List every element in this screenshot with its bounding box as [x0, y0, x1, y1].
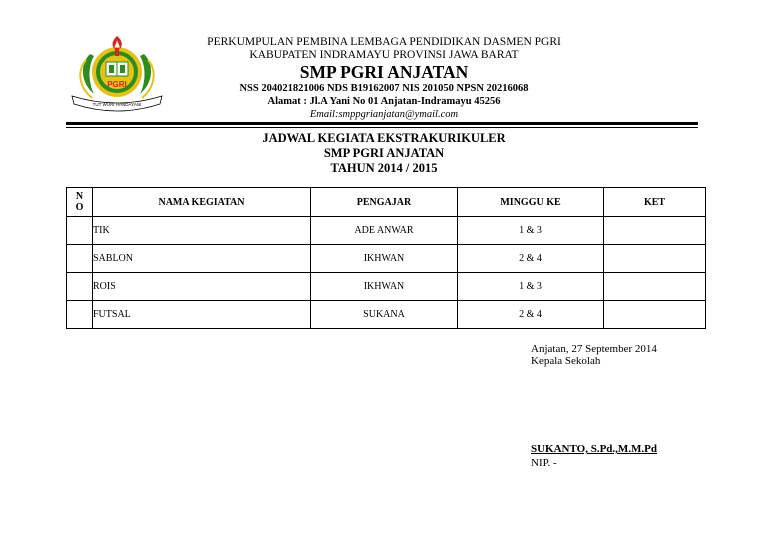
cell-pengajar: IKHWAN [311, 273, 458, 301]
cell-no [67, 217, 93, 245]
cell-ket [604, 273, 706, 301]
school-name: SMP PGRI ANJATAN [299, 62, 469, 82]
title-line-1: JADWAL KEGIATA EKSTRAKURIKULER [262, 131, 506, 145]
table-header-row [67, 188, 706, 217]
region-name: KABUPATEN INDRAMAYU PROVINSI JAWA BARAT [249, 49, 519, 61]
logo-text: PGRI [107, 80, 127, 89]
cell-no [67, 273, 93, 301]
signature-place-date: Anjatan, 27 September 2014 [531, 343, 657, 355]
header-no [67, 188, 93, 217]
header-no-top: N [75, 191, 84, 202]
school-ids: NSS 204021821006 NDS B19162007 NIS 201050 NPSN 20216068 [239, 83, 529, 94]
header-ket: KET [604, 188, 706, 217]
schedule-table [66, 187, 706, 329]
cell-minggu: 1 & 3 [458, 217, 604, 245]
table-row [67, 245, 706, 273]
letterhead [200, 36, 568, 121]
signature-block [531, 343, 657, 367]
cell-ket [604, 217, 706, 245]
header-minggu-ke: MINGGU KE [458, 188, 604, 217]
cell-ket [604, 301, 706, 329]
cell-no [67, 301, 93, 329]
school-address: Alamat : Jl.A Yani No 01 Anjatan-Indramayu 45256 [267, 96, 501, 107]
header-divider-thick [66, 122, 698, 125]
title-line-2: SMP PGRI ANJATAN [323, 146, 445, 160]
header-no-bottom: O [75, 202, 84, 213]
signatory-name: SUKANTO, S.Pd.,M.M.Pd [531, 443, 658, 455]
cell-ket [604, 245, 706, 273]
table-row [67, 217, 706, 245]
cell-no [67, 245, 93, 273]
cell-kegiatan: SABLON [93, 245, 311, 273]
header-pengajar: PENGAJAR [311, 188, 458, 217]
signature-role: Kepala Sekolah [531, 355, 601, 367]
table-row [67, 273, 706, 301]
cell-minggu: 1 & 3 [458, 273, 604, 301]
cell-kegiatan: ROIS [93, 273, 311, 301]
organization-name: PERKUMPULAN PEMBINA LEMBAGA PENDIDIKAN DASMEN PGRI [207, 36, 561, 48]
cell-pengajar: ADE ANWAR [311, 217, 458, 245]
cell-minggu: 2 & 4 [458, 245, 604, 273]
school-email: Email:smppgrianjatan@ymail.com [309, 109, 459, 120]
pgri-emblem-icon [66, 34, 168, 112]
cell-kegiatan: FUTSAL [93, 301, 311, 329]
cell-minggu: 2 & 4 [458, 301, 604, 329]
cell-pengajar: SUKANA [311, 301, 458, 329]
table-row [67, 301, 706, 329]
school-logo [66, 34, 168, 112]
title-line-3: TAHUN 2014 / 2015 [330, 161, 438, 175]
cell-pengajar: IKHWAN [311, 245, 458, 273]
document-title [200, 131, 568, 176]
logo-banner-text: TUT WURI HANDAYANI [92, 102, 142, 107]
cell-kegiatan: TIK [93, 217, 311, 245]
signatory-nip: NIP. - [531, 457, 557, 469]
header-divider-thin [66, 127, 698, 128]
header-nama-kegiatan: NAMA KEGIATAN [93, 188, 311, 217]
